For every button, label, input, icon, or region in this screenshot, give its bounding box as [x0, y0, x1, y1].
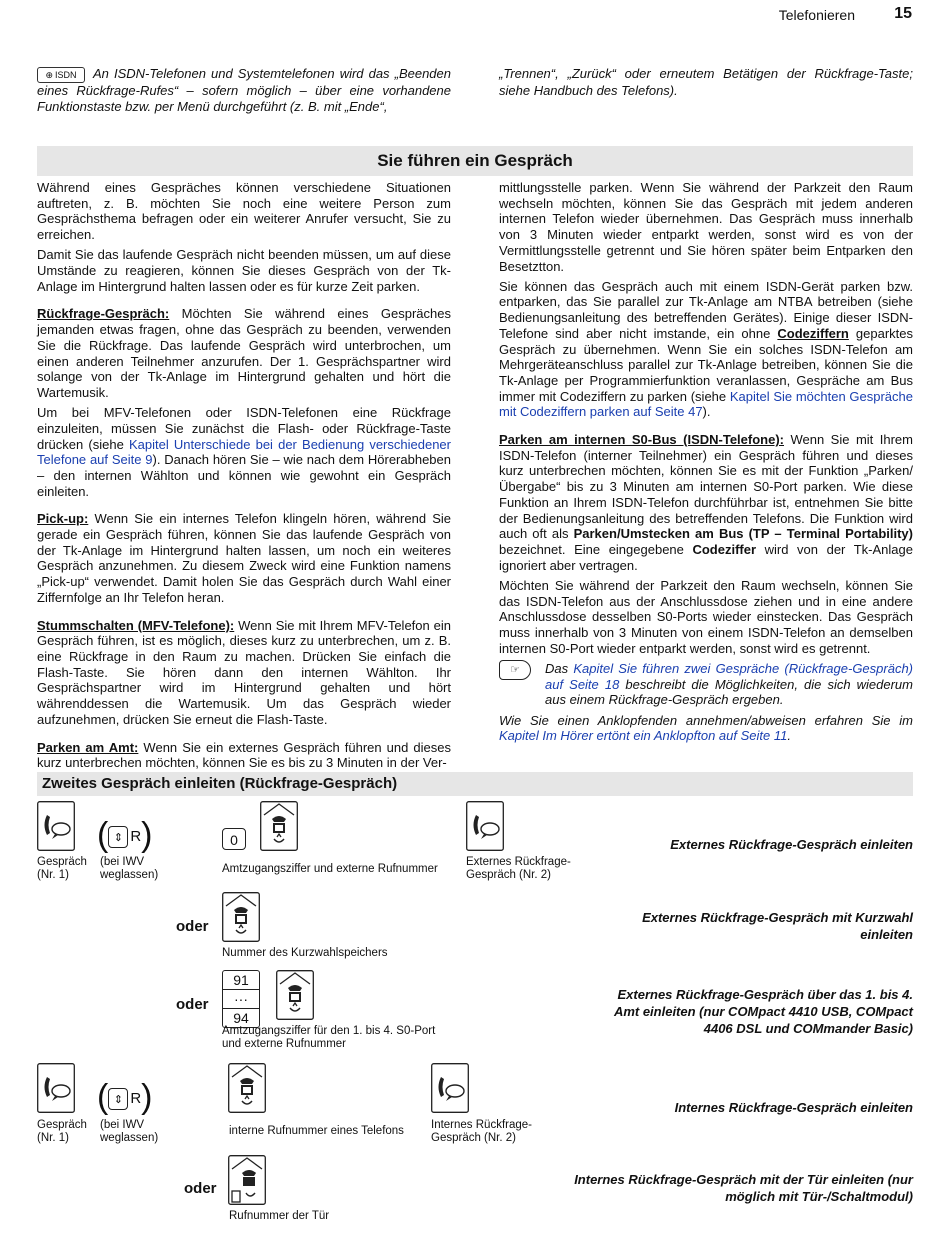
paragraph: mittlungsstelle parken. Wenn Sie während der Parkzeit den Raum wechseln möchten, können Sie das Gespräch mit jedem anderen internen Telefon wieder übernehmen. Das Gespräch muss innerhalb von 3 Minuten wieder entparkt werden, sonst wird es von der Vermittlungsstelle getrennt und Sie hören später beim Entparken den Besetztton. [499, 180, 913, 274]
caption-s0: Amtzugangsziffer für den 1. bis 4. S0-Port und externe Rufnummer [222, 1025, 436, 1050]
flash-key-icon: ⇕ [108, 1088, 128, 1110]
oder-label: oder [184, 1180, 217, 1197]
optional-r-key: ( ⇕ R) [97, 816, 153, 854]
chapter-link[interactable]: Kapitel Sie führen zwei Gespräche (Rückfrage-Gespräch) auf Seite 18 [545, 660, 914, 692]
step-result-4: Internes Rückfrage-Gespräch einleiten [674, 1100, 913, 1115]
oder-label: oder [176, 918, 209, 935]
caption-gespraech: Gespräch (Nr. 1) [37, 1119, 87, 1144]
isdn-icon: ⊕ ISDN [37, 67, 85, 83]
paragraph-s0-bus: Parken am internen S0-Bus (ISDN-Telefone): Wenn Sie mit Ihrem ISDN-Telefon (interner Teilnehmer) ein Gespräch führen und dieses kurz unterbrechen möchten, können Sie es mit der Funktion „Parken/Übergabe“ bis zu 3 Minuten am internen S0-Port parken. Wie diese Funktion an Ihrem ISDN-Telefon durchführbar ist, entnehmen Sie bitte der Bedienungsanleitung des betreffenden Telefons. Die Funktion wird auch oft als Parken/Umstecken am Bus (TP – Terminal Portability) bezeichnet. Eine eingegebene Codeziffer wird von der Tk-Anlage ignoriert aber vertragen. [499, 432, 913, 573]
paragraph: Möchten Sie während der Parkzeit den Raum wechseln, können Sie das ISDN-Telefon aus der Anschlussdose ziehen und in eine andere Anschlussdose desselben S0-Ports wieder einstecken. Das Gespräch muss innerhalb von 3 Minuten von einem ISDN-Telefon an demselben internen S0-Port wieder entparkt werden, sonst wird es getrennt. [499, 577, 913, 656]
optional-r-key: ( ⇕ R) [97, 1078, 153, 1116]
step-result-3: Externes Rückfrage-Gespräch über das 1. bis 4. Amt einleiten (nur COMpact 4410 USB, COMpact 4406 DSL und COMmander Basic) [613, 987, 913, 1036]
speed-dial-icon [222, 892, 260, 942]
page-number: 15 [894, 5, 912, 22]
handset-lift-icon [37, 801, 75, 851]
caption-iwv: (bei IWV weglassen) [100, 856, 159, 881]
door-intercom-icon [228, 1155, 266, 1205]
caption-gespraech: Gespräch (Nr. 1) [37, 856, 87, 881]
paragraph-rueckfrage: Rückfrage-Gespräch: Möchten Sie während eines Gespräches jemanden etwas fragen, ohne das Gespräch zu beenden, verwenden Sie die Rückfrage. Das laufende Gespräch wird unterbrochen, um einen anderen Teilnehmer anzurufen. Der 1. Gesprächspartner wird solange von der Tk-Anlage im Hintergrund gehalten und hört die Wartemusik. [37, 306, 451, 400]
running-header-section: Telefonieren [778, 7, 855, 23]
caption-amt: Amtzugangsziffer und externe Rufnummer [222, 863, 438, 875]
handset-icon [466, 801, 504, 851]
subsection-title: Zweites Gespräch einleiten (Rückfrage-Gespräch) [37, 772, 913, 796]
paragraph: Während eines Gespräches können verschiedene Situationen auftreten, z. B. möchten Sie noch eine weitere Person zum Gesprächsthema befragen oder ein weiterer Anrufer versucht, Sie zu erreichen. [37, 180, 451, 243]
isdn-note-right: „Trennen“, „Zurück“ oder erneutem Betätigen der Rückfrage-Taste; siehe Handbuch des Telefons). [499, 66, 913, 98]
flash-key-icon: ⇕ [108, 826, 128, 848]
caption-ext2: Externes Rückfrage- Gespräch (Nr. 2) [466, 856, 571, 881]
chapter-link[interactable]: Kapitel Sie möchten Gespräche mit Codeziffern parken auf Seite 47 [499, 388, 913, 420]
section-title: Sie führen ein Gespräch [37, 146, 913, 176]
chapter-link[interactable]: Kapitel Unterschiede bei der Bedienung verschiedener Telefone auf Seite 9 [37, 436, 451, 468]
step-result-2: Externes Rückfrage-Gespräch mit Kurzwahl einleiten [642, 910, 913, 942]
right-column [499, 180, 913, 748]
hint-note: ☞ Das Kapitel Sie führen zwei Gespräche (Rückfrage-Gespräch) auf Seite 18 beschreibt die Möglichkeiten, die sich wiederum aus einem Rückfrage-Gespräch ergeben. [499, 661, 913, 708]
paragraph-anklopfen: Wie Sie einen Anklopfenden annehmen/abweisen erfahren Sie im Kapitel Im Hörer ertönt ein Anklopfton auf Seite 11. [499, 712, 913, 744]
access-digits-stack: 91 ··· 94 [222, 970, 260, 1028]
caption-tuer: Rufnummer der Tür [229, 1210, 330, 1222]
paragraph-mfv: Um bei MFV-Telefonen oder ISDN-Telefonen eine Rückfrage einzuleiten, müssen Sie zunächst die Flash- oder Rückfrage-Taste drücken (siehe Kapitel Unterschiede bei der Bedienung verschiedener Telefone auf Seite 9). Danach hören Sie – wie nach dem Hörerabheben – den internen Wählton und können wie gewohnt ein Gespräch einleiten. [37, 405, 451, 499]
paragraph: Sie können das Gespräch auch mit einem ISDN-Gerät parken bzw. entparken, das Sie parallel zur Tk-Anlage am NTBA betreiben (siehe Bedienungsanleitung des betreffenden Gerätes). Einige dieser ISDN-Telefone sind aber nicht imstande, ein ohne Codeziffern geparktes Gespräch zu übernehmen. Wenn Sie ein solches ISDN-Telefon am Mehrgeräteanschluss parallel zur Tk-Anlage betreiben, können Sie die Tk-Anlage per Programmierfunktion veranlassen, Gespräche am Bus immer mit Codeziffern zu parken (siehe Kapitel Sie möchten Gespräche mit Codeziffern parken auf Seite 47). [499, 278, 914, 420]
paragraph-parken-amt: Parken am Amt: Wenn Sie ein externes Gespräch führen und dieses kurz unterbrechen möchten, können Sie es bis zu 3 Minuten in der Ver- [37, 739, 451, 771]
step-result-1: Externes Rückfrage-Gespräch einleiten [670, 837, 913, 852]
step-result-5: Internes Rückfrage-Gespräch mit der Tür einleiten (nur möglich mit Tür-/Schaltmodul) [574, 1172, 913, 1204]
lead-term: Pick-up: [37, 511, 89, 527]
lead-term: Rückfrage-Gespräch: [37, 306, 170, 322]
caption-iwv: (bei IWV weglassen) [100, 1119, 159, 1144]
handset-icon [431, 1063, 469, 1113]
dial-number-icon [276, 970, 314, 1020]
handset-lift-icon [37, 1063, 75, 1113]
digit-zero-key: 0 [222, 828, 246, 850]
paragraph: Damit Sie das laufende Gespräch nicht beenden müssen, um auf diese Umstände zu reagieren, können Sie dieses Gespräch von der Tk-Anlage im Hintergrund halten lassen oder es für kurze Zeit parken. [37, 247, 451, 294]
internal-number-icon [228, 1063, 266, 1113]
paragraph-pickup: Pick-up: Wenn Sie ein internes Telefon klingeln hören, während Sie gerade ein Gespräch führen, können Sie das laufende Gespräch von der Tk-Anlage im Hintergrund halten lassen, um noch ein weiteres Gespräch anzunehmen. Zu diesem Zweck wird eine Funktion namens „Pick-up“ verwendet. Damit holen Sie das Gespräch durch Wahl einer Ziffernfolge an Ihr Telefon heran. [37, 511, 451, 605]
caption-int2: Internes Rückfrage- Gespräch (Nr. 2) [431, 1119, 532, 1144]
pointing-hand-icon: ☞ [499, 660, 531, 680]
chapter-link[interactable]: Kapitel Im Hörer ertönt ein Anklopfton auf Seite 11 [499, 728, 788, 744]
lead-term: Parken am Amt: [37, 739, 139, 755]
dial-number-icon [260, 801, 298, 851]
caption-kurzwahl: Nummer des Kurzwahlspeichers [222, 947, 388, 959]
lead-term: Parken am internen S0-Bus (ISDN-Telefone): [499, 432, 784, 448]
paragraph-stummschalten: Stummschalten (MFV-Telefone): Wenn Sie mit Ihrem MFV-Telefon ein Gespräch führen, ist es möglich, dieses kurz zu unterbrechen, um z. B. eine Rückfrage in den Raum zu machen. Drücken Sie einfach die Flash-Taste. Sie hören dann den internen Wählton. Ihr Gesprächspartner wird im Hintergrund gehalten und hört währenddessen die Wartemusik. Um das Gespräch wieder aufzunehmen, drücken Sie erneut die Flash-Taste. [37, 617, 451, 727]
left-column [37, 180, 451, 775]
oder-label: oder [176, 996, 209, 1013]
caption-intern: interne Rufnummer eines Telefons [229, 1125, 404, 1137]
isdn-note-left: An ISDN-Telefonen und Systemtelefonen wird das „Beenden eines Rückfrage-Rufes“ – sofern möglich – über eine vorhandene Funktionstaste bzw. per Menü durchgeführt (z. B. mit „Ende“, [37, 66, 451, 114]
lead-term: Stummschalten (MFV-Telefone): [37, 617, 235, 633]
